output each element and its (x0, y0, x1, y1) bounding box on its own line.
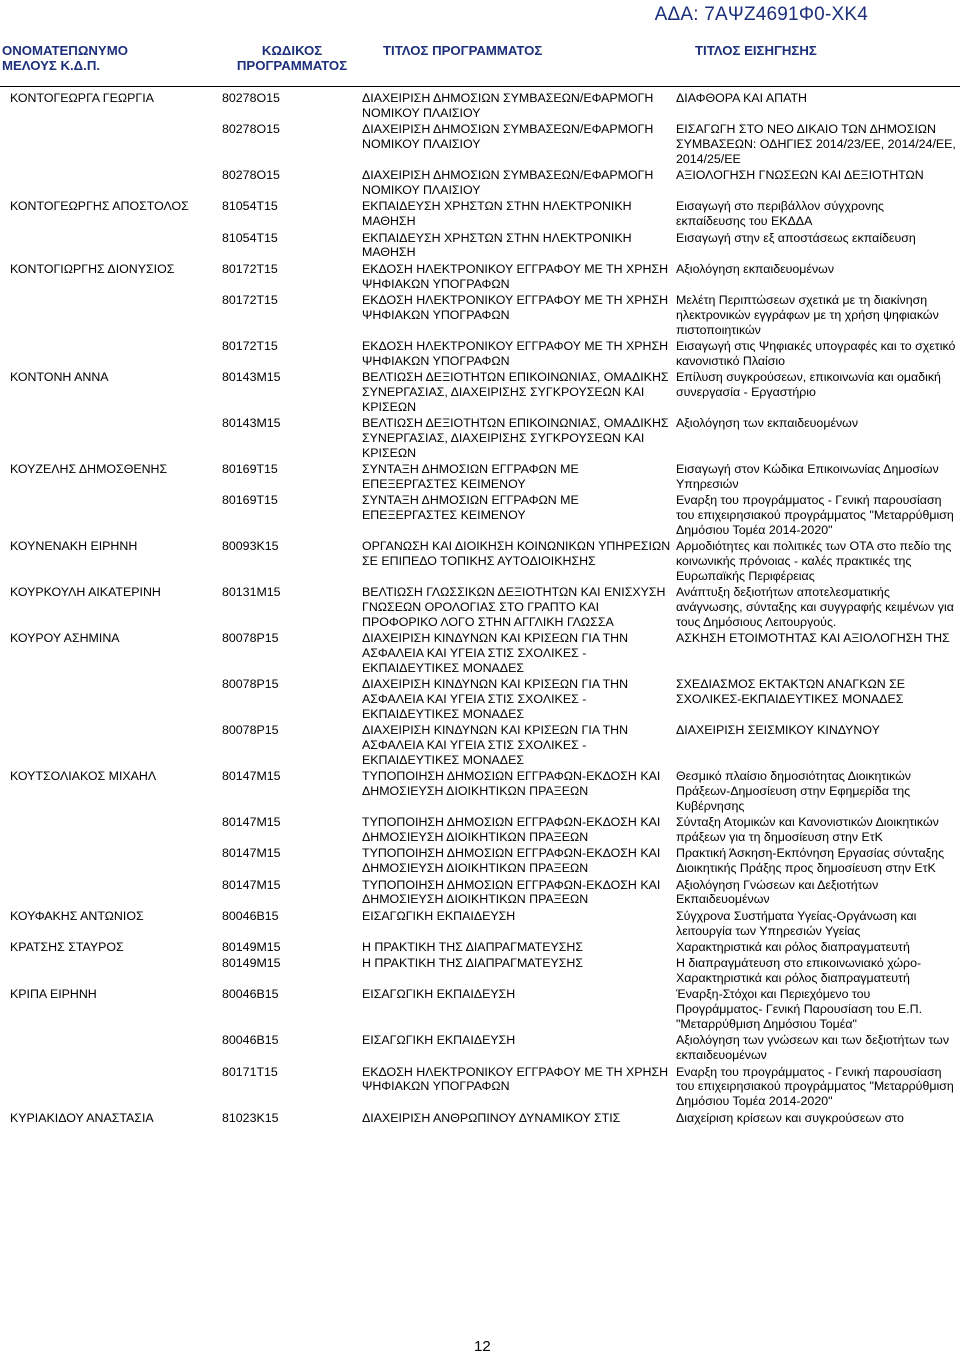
program-title: ΤΥΠΟΠΟΙΗΣΗ ΔΗΜΟΣΙΩΝ ΕΓΓΡΑΦΩΝ-ΕΚΔΟΣΗ ΚΑΙ ΔΗΜΟΣΙΕΥΣΗ ΔΙΟΙΚΗΤΙΚΩΝ ΠΡΑΞΕΩΝ (362, 846, 661, 876)
lecture-title: Σύγχρονα Συστήματα Υγείας-Οργάνωση και λειτουργία των Υπηρεσιών Υγείας (676, 908, 917, 938)
table-row (10, 91, 956, 122)
table-row (10, 231, 956, 262)
table-row (10, 339, 956, 370)
lecture-title: Εισαγωγή στο περιβάλλον σύγχρονης εκπαίδευσης του ΕΚΔΔΑ (676, 199, 884, 229)
member-name (10, 815, 222, 846)
program-title: ΕΚΔΟΣΗ ΗΛΕΚΤΡΟΝΙΚΟΥ ΕΓΓΡΑΦΟΥ ΜΕ ΤΗ ΧΡΗΣΗ ΨΗΦΙΑΚΩΝ ΥΠΟΓΡΑΦΩΝ (362, 292, 669, 322)
header-code-line2: ΠΡΟΓΡΑΜΜΑΤΟΣ (236, 58, 348, 73)
program-code: 80078Ρ15 (222, 723, 279, 738)
program-title: ΒΕΛΤΙΩΣΗ ΔΕΞΙΟΤΗΤΩΝ ΕΠΙΚΟΙΝΩΝΙΑΣ, ΟΜΑΔΙΚΗΣ ΣΥΝΕΡΓΑΣΙΑΣ, ΔΙΑΧΕΙΡΙΣΗΣ ΣΥΓΚΡΟΥΣΕΩΝ ΚΑΙ ΚΡΙΣΕΩΝ (362, 416, 669, 460)
member-name (10, 122, 222, 168)
program-code: 80147Μ15 (222, 815, 281, 830)
program-code: 80078Ρ15 (222, 631, 279, 646)
program-title: ΔΙΑΧΕΙΡΙΣΗ ΔΗΜΟΣΙΩΝ ΣΥΜΒΑΣΕΩΝ/ΕΦΑΡΜΟΓΗ ΝΟΜΙΚΟΥ ΠΛΑΙΣΙΟΥ (362, 122, 654, 151)
program-title: Η ΠΡΑΚΤΙΚΗ ΤΗΣ ΔΙΑΠΡΑΓΜΑΤΕΥΣΗΣ (362, 939, 583, 954)
table-row (10, 846, 956, 877)
program-code: 80147Μ15 (222, 877, 281, 892)
program-title: ΣΥΝΤΑΞΗ ΔΗΜΟΣΙΩΝ ΕΓΓΡΑΦΩΝ ΜΕ ΕΠΕΞΕΡΓΑΣΤΕΣ ΚΕΙΜΕΝΟΥ (362, 462, 579, 491)
table-body (10, 91, 956, 1127)
program-title: ΤΥΠΟΠΟΙΗΣΗ ΔΗΜΟΣΙΩΝ ΕΓΓΡΑΦΩΝ-ΕΚΔΟΣΗ ΚΑΙ ΔΗΜΟΣΙΕΥΣΗ ΔΙΟΙΚΗΤΙΚΩΝ ΠΡΑΞΕΩΝ (362, 815, 661, 844)
assignments-table (10, 91, 956, 1127)
member-name (10, 339, 222, 370)
lecture-title: Αρμοδιότητες και πολιτικές των ΟΤΑ στο πεδίο της κοινωνικής πρόνοιας - καλές πρακτικές της Ευρωπαϊκής Περιφέρειας (676, 539, 952, 583)
table-row (10, 168, 956, 199)
program-code: 81054Τ15 (222, 199, 278, 214)
table-row (10, 1065, 956, 1111)
lecture-title: Έναρξη-Στόχοι και Περιεχόμενο του Προγράμματος- Γενική Παρουσίαση του Ε.Π. "Μεταρρύθμιση Δημόσιου Τομέα" (676, 987, 923, 1032)
lecture-title: Εισαγωγή στις Ψηφιακές υπογραφές και το σχετικό κανονιστικό Πλαίσιο (676, 338, 956, 368)
program-title: ΕΚΔΟΣΗ ΗΛΕΚΤΡΟΝΙΚΟΥ ΕΓΓΡΑΦΟΥ ΜΕ ΤΗ ΧΡΗΣΗ ΨΗΦΙΑΚΩΝ ΥΠΟΓΡΑΦΩΝ (362, 261, 669, 291)
lecture-title: Εναρξη του προγράμματος - Γενική παρουσίαση του επιχειρησιακού προγράμματος "Μεταρρύθμιση Δημόσιου Τομέα 2014-2020" (676, 493, 954, 537)
table-row (10, 1033, 956, 1064)
program-code: 80147Μ15 (222, 769, 281, 784)
table-row (10, 723, 956, 769)
table-row (10, 878, 956, 909)
program-code: 80171Τ15 (222, 1064, 278, 1079)
member-name (10, 1033, 222, 1064)
program-code: 80278Ο15 (222, 122, 280, 137)
lecture-title: Αξιολόγηση Γνώσεων και Δεξιοτήτων Εκπαιδευομένων (676, 877, 879, 907)
program-code: 80169Τ15 (222, 462, 278, 477)
member-name: ΚΟΝΤΟΓΕΩΡΓΗΣ ΑΠΟΣΤΟΛΟΣ (10, 199, 189, 214)
table-row (10, 956, 956, 987)
header-divider (0, 86, 960, 87)
member-name (10, 1065, 222, 1111)
program-code: 80172Τ15 (222, 292, 278, 307)
program-title: ΕΚΠΑΙΔΕΥΣΗ ΧΡΗΣΤΩΝ ΣΤΗΝ ΗΛΕΚΤΡΟΝΙΚΗ ΜΑΘΗΣΗ (362, 230, 632, 260)
program-title: ΔΙΑΧΕΙΡΙΣΗ ΔΗΜΟΣΙΩΝ ΣΥΜΒΑΣΕΩΝ/ΕΦΑΡΜΟΓΗ ΝΟΜΙΚΟΥ ΠΛΑΙΣΙΟΥ (362, 168, 654, 197)
lecture-title: Η διαπραγμάτευση στο επικοινωνιακό χώρο- Χαρακτηριστικά και ρόλος διαπραγματευτή (676, 956, 922, 986)
program-title: ΒΕΛΤΙΩΣΗ ΓΛΩΣΣΙΚΩΝ ΔΕΞΙΟΤΗΤΩΝ ΚΑΙ ΕΝΙΣΧΥΣΗ ΓΝΩΣΕΩΝ ΟΡΟΛΟΓΙΑΣ ΣΤΟ ΓΡΑΠΤΟ ΚΑΙ ΠΡΟΦΟΡΙΚΟ ΛΟΓΟ ΣΤΗΝ ΑΓΓΛΙΚΗ ΓΛΩΣΣΑ (362, 585, 666, 629)
program-code: 80278Ο15 (222, 91, 280, 105)
program-code: 80149Μ15 (222, 939, 281, 954)
header-code (222, 43, 362, 73)
lecture-title: Εισαγωγή στον Κώδικα Επικοινωνίας Δημοσίων Υπηρεσιών (676, 462, 939, 491)
member-name (10, 723, 222, 769)
lecture-title: Αξιολόγηση των γνώσεων και των δεξιοτήτων των εκπαιδευομένων (676, 1033, 950, 1063)
table-row (10, 493, 956, 539)
member-name (10, 416, 222, 462)
lecture-title: ΑΞΙΟΛΟΓΗΣΗ ΓΝΩΣΕΩΝ ΚΑΙ ΔΕΞΙΟΤΗΤΩΝ (676, 168, 924, 183)
member-name (10, 677, 222, 723)
program-code: 80046Β15 (222, 908, 279, 923)
header-code-line1: ΚΩΔΙΚΟΣ (261, 43, 323, 58)
member-name: ΚΟΥΖΕΛΗΣ ΔΗΜΟΣΘΕΝΗΣ (10, 462, 168, 477)
program-code: 81023Κ15 (222, 1110, 279, 1125)
member-name: ΚΟΥΦΑΚΗΣ ΑΝΤΩΝΙΟΣ (10, 908, 144, 923)
table-row (10, 815, 956, 846)
header-program: ΤΙΤΛΟΣ ΠΡΟΓΡΑΜΜΑΤΟΣ (383, 43, 543, 58)
program-code: 80046Β15 (222, 1033, 279, 1048)
member-name: ΚΟΝΤΟΓΕΩΡΓΑ ΓΕΩΡΓΙΑ (10, 91, 154, 105)
table-row (10, 1111, 956, 1127)
program-code: 81054Τ15 (222, 230, 278, 245)
member-name: ΚΟΥΡΚΟΥΛΗ ΑΙΚΑΤΕΡΙΝΗ (10, 585, 161, 600)
program-title: ΕΙΣΑΓΩΓΙΚΗ ΕΚΠΑΙΔΕΥΣΗ (362, 987, 516, 1002)
lecture-title: Αξιολόγηση εκπαιδευομένων (676, 261, 835, 276)
program-code: 80278Ο15 (222, 168, 280, 183)
lecture-title: Εναρξη του προγράμματος - Γενική παρουσίαση του επιχειρησιακού προγράμματος "Μεταρρύθμιση Δημόσιου Τομέα 2014-2020" (676, 1064, 954, 1109)
lecture-title: Πρακτική Άσκηση-Εκπόνηση Εργασίας σύνταξης Διοικητικής Πράξης προς δημοσίευση στην ΕτΚ (676, 846, 945, 876)
member-name (10, 168, 222, 199)
member-name (10, 293, 222, 339)
program-title: ΕΙΣΑΓΩΓΙΚΗ ΕΚΠΑΙΔΕΥΣΗ (362, 908, 516, 923)
lecture-title: Εισαγωγή στην εξ αποστάσεως εκπαίδευση (676, 230, 916, 245)
program-code: 80131Μ15 (222, 585, 281, 600)
program-code: 80149Μ15 (222, 956, 281, 971)
lecture-title: ΕΙΣΑΓΩΓΗ ΣΤΟ ΝΕΟ ΔΙΚΑΙΟ ΤΩΝ ΔΗΜΟΣΙΩΝ ΣΥΜΒΑΣΕΩΝ: ΟΔΗΓΙΕΣ 2014/23/ΕΕ, 2014/24/ΕΕ, 2014/25/ΕΕ (676, 122, 956, 166)
table-row (10, 631, 956, 677)
program-title: ΕΚΔΟΣΗ ΗΛΕΚΤΡΟΝΙΚΟΥ ΕΓΓΡΑΦΟΥ ΜΕ ΤΗ ΧΡΗΣΗ ΨΗΦΙΑΚΩΝ ΥΠΟΓΡΑΦΩΝ (362, 338, 669, 368)
table-row (10, 262, 956, 293)
lecture-title: Αξιολόγηση των εκπαιδευομένων (676, 416, 859, 431)
header-lecture: ΤΙΤΛΟΣ ΕΙΣΗΓΗΣΗΣ (695, 43, 817, 58)
program-title: ΔΙΑΧΕΙΡΙΣΗ ΚΙΝΔΥΝΩΝ ΚΑΙ ΚΡΙΣΕΩΝ ΓΙΑ ΤΗΝ ΑΣΦΑΛΕΙΑ ΚΑΙ ΥΓΕΙΑ ΣΤΙΣ ΣΧΟΛΙΚΕΣ - ΕΚΠΑΙΔΕΥΤΙΚΕΣ ΜΟΝΑΔΕΣ (362, 723, 629, 767)
program-code: 80093Κ15 (222, 539, 279, 554)
table-row (10, 585, 956, 631)
ada-code: ΑΔΑ: 7ΑΨΖ4691Φ0-ΧΚ4 (654, 4, 868, 25)
table-row (10, 199, 956, 230)
header-name-line1: ΟΝΟΜΑΤΕΠΩΝΥΜΟ (2, 43, 128, 58)
program-code: 80172Τ15 (222, 338, 278, 353)
program-title: ΤΥΠΟΠΟΙΗΣΗ ΔΗΜΟΣΙΩΝ ΕΓΓΡΑΦΩΝ-ΕΚΔΟΣΗ ΚΑΙ ΔΗΜΟΣΙΕΥΣΗ ΔΙΟΙΚΗΤΙΚΩΝ ΠΡΑΞΕΩΝ (362, 769, 661, 798)
program-title: ΔΙΑΧΕΙΡΙΣΗ ΚΙΝΔΥΝΩΝ ΚΑΙ ΚΡΙΣΕΩΝ ΓΙΑ ΤΗΝ ΑΣΦΑΛΕΙΑ ΚΑΙ ΥΓΕΙΑ ΣΤΙΣ ΣΧΟΛΙΚΕΣ - ΕΚΠΑΙΔΕΥΤΙΚΕΣ ΜΟΝΑΔΕΣ (362, 631, 629, 675)
member-name (10, 493, 222, 539)
program-title: ΔΙΑΧΕΙΡΙΣΗ ΑΝΘΡΩΠΙΝΟΥ ΔΥΝΑΜΙΚΟΥ ΣΤΙΣ (362, 1110, 621, 1125)
program-title: Η ΠΡΑΚΤΙΚΗ ΤΗΣ ΔΙΑΠΡΑΓΜΑΤΕΥΣΗΣ (362, 956, 583, 971)
table-row (10, 677, 956, 723)
table-row (10, 416, 956, 462)
member-name: ΚΟΥΤΣΟΛΙΑΚΟΣ ΜΙΧΑΗΛ (10, 769, 157, 784)
table-row (10, 987, 956, 1033)
table-row (10, 462, 956, 493)
member-name: ΚΡΙΠΑ ΕΙΡΗΝΗ (10, 987, 97, 1002)
member-name (10, 846, 222, 877)
lecture-title: ΣΧΕΔΙΑΣΜΟΣ ΕΚΤΑΚΤΩΝ ΑΝΑΓΚΩΝ ΣΕ ΣΧΟΛΙΚΕΣ-ΕΚΠΑΙΔΕΥΤΙΚΕΣ ΜΟΝΑΔΕΣ (676, 677, 906, 706)
member-name: ΚΥΡΙΑΚΙΔΟΥ ΑΝΑΣΤΑΣΙΑ (10, 1110, 154, 1125)
program-title: ΕΚΠΑΙΔΕΥΣΗ ΧΡΗΣΤΩΝ ΣΤΗΝ ΗΛΕΚΤΡΟΝΙΚΗ ΜΑΘΗΣΗ (362, 199, 632, 229)
header-name-line2: ΜΕΛΟΥΣ Κ.Δ.Π. (2, 58, 101, 73)
program-title: ΒΕΛΤΙΩΣΗ ΔΕΞΙΟΤΗΤΩΝ ΕΠΙΚΟΙΝΩΝΙΑΣ, ΟΜΑΔΙΚΗΣ ΣΥΝΕΡΓΑΣΙΑΣ, ΔΙΑΧΕΙΡΙΣΗΣ ΣΥΓΚΡΟΥΣΕΩΝ ΚΑΙ ΚΡΙΣΕΩΝ (362, 370, 669, 414)
header-name (2, 43, 128, 73)
table-row (10, 909, 956, 940)
program-title: ΣΥΝΤΑΞΗ ΔΗΜΟΣΙΩΝ ΕΓΓΡΑΦΩΝ ΜΕ ΕΠΕΞΕΡΓΑΣΤΕΣ ΚΕΙΜΕΝΟΥ (362, 493, 579, 523)
lecture-title: Σύνταξη Ατομικών και Κανονιστικών Διοικητικών πράξεων για τη δημοσίευση στην ΕτΚ (676, 815, 939, 844)
program-code: 80143Μ15 (222, 370, 281, 385)
member-name: ΚΟΝΤΟΝΗ ΑΝΝΑ (10, 370, 109, 385)
lecture-title: ΔΙΑΧΕΙΡΙΣΗ ΣΕΙΣΜΙΚΟΥ ΚΙΝΔΥΝΟΥ (676, 723, 880, 738)
lecture-title: Επίλυση συγκρούσεων, επικοινωνία και ομαδική συνεργασία - Εργαστήριο (676, 370, 941, 399)
table-row (10, 370, 956, 416)
table-header (0, 43, 960, 85)
table-row (10, 769, 956, 815)
member-name (10, 231, 222, 262)
program-code: 80078Ρ15 (222, 677, 279, 692)
lecture-title: ΔΙΑΦΘΟΡΑ ΚΑΙ ΑΠΑΤΗ (676, 91, 807, 105)
program-code: 80169Τ15 (222, 493, 278, 508)
member-name: ΚΡΑΤΣΗΣ ΣΤΑΥΡΟΣ (10, 939, 124, 954)
lecture-title: ΑΣΚΗΣΗ ΕΤΟΙΜΟΤΗΤΑΣ ΚΑΙ ΑΞΙΟΛΟΓΗΣΗ ΤΗΣ (676, 631, 950, 646)
lecture-title: Ανάπτυξη δεξιοτήτων αποτελεσματικής ανάγνωσης, σύνταξης και συγγραφής κειμένων για τους Δημόσιους Λειτουργούς. (676, 585, 954, 629)
page-number: 12 (474, 1338, 491, 1355)
lecture-title: Θεσμικό πλαίσιο δημοσιότητας Διοικητικών Πράξεων-Δημοσίευση στην Εφημερίδα της Κυβέρνησης (676, 769, 911, 813)
program-code: 80147Μ15 (222, 846, 281, 861)
table-row (10, 293, 956, 339)
program-title: ΔΙΑΧΕΙΡΙΣΗ ΚΙΝΔΥΝΩΝ ΚΑΙ ΚΡΙΣΕΩΝ ΓΙΑ ΤΗΝ ΑΣΦΑΛΕΙΑ ΚΑΙ ΥΓΕΙΑ ΣΤΙΣ ΣΧΟΛΙΚΕΣ - ΕΚΠΑΙΔΕΥΤΙΚΕΣ ΜΟΝΑΔΕΣ (362, 677, 629, 721)
program-title: ΕΚΔΟΣΗ ΗΛΕΚΤΡΟΝΙΚΟΥ ΕΓΓΡΑΦΟΥ ΜΕ ΤΗ ΧΡΗΣΗ ΨΗΦΙΑΚΩΝ ΥΠΟΓΡΑΦΩΝ (362, 1064, 669, 1094)
program-code: 80143Μ15 (222, 416, 281, 431)
member-name: ΚΟΝΤΟΓΙΩΡΓΗΣ ΔΙΟΝΥΣΙΟΣ (10, 261, 175, 276)
member-name: ΚΟΥΡΟΥ ΑΣΗΜΙΝΑ (10, 631, 120, 646)
program-code: 80172Τ15 (222, 261, 278, 276)
lecture-title: Διαχείριση κρίσεων και συγκρούσεων στο (676, 1110, 904, 1125)
lecture-title: Χαρακτηριστικά και ρόλος διαπραγματευτή (676, 939, 910, 954)
member-name (10, 956, 222, 987)
table-row (10, 122, 956, 168)
program-title: ΟΡΓΑΝΩΣΗ ΚΑΙ ΔΙΟΙΚΗΣΗ ΚΟΙΝΩΝΙΚΩΝ ΥΠΗΡΕΣΙΩΝ ΣΕ ΕΠΙΠΕΔΟ ΤΟΠΙΚΗΣ ΑΥΤΟΔΙΟΙΚΗΣΗΣ (362, 539, 671, 569)
member-name (10, 878, 222, 909)
lecture-title: Μελέτη Περιπτώσεων σχετικά με τη διακίνηση ηλεκτρονικών εγγράφων με τη χρήση ψηφιακών πιστοποιητικών (676, 292, 939, 337)
table-row (10, 539, 956, 585)
program-title: ΔΙΑΧΕΙΡΙΣΗ ΔΗΜΟΣΙΩΝ ΣΥΜΒΑΣΕΩΝ/ΕΦΑΡΜΟΓΗ ΝΟΜΙΚΟΥ ΠΛΑΙΣΙΟΥ (362, 91, 654, 120)
program-title: ΕΙΣΑΓΩΓΙΚΗ ΕΚΠΑΙΔΕΥΣΗ (362, 1033, 516, 1048)
program-code: 80046Β15 (222, 987, 279, 1002)
program-title: ΤΥΠΟΠΟΙΗΣΗ ΔΗΜΟΣΙΩΝ ΕΓΓΡΑΦΩΝ-ΕΚΔΟΣΗ ΚΑΙ ΔΗΜΟΣΙΕΥΣΗ ΔΙΟΙΚΗΤΙΚΩΝ ΠΡΑΞΕΩΝ (362, 877, 661, 907)
member-name: ΚΟΥΝΕΝΑΚΗ ΕΙΡΗΝΗ (10, 539, 138, 554)
table-row (10, 940, 956, 956)
